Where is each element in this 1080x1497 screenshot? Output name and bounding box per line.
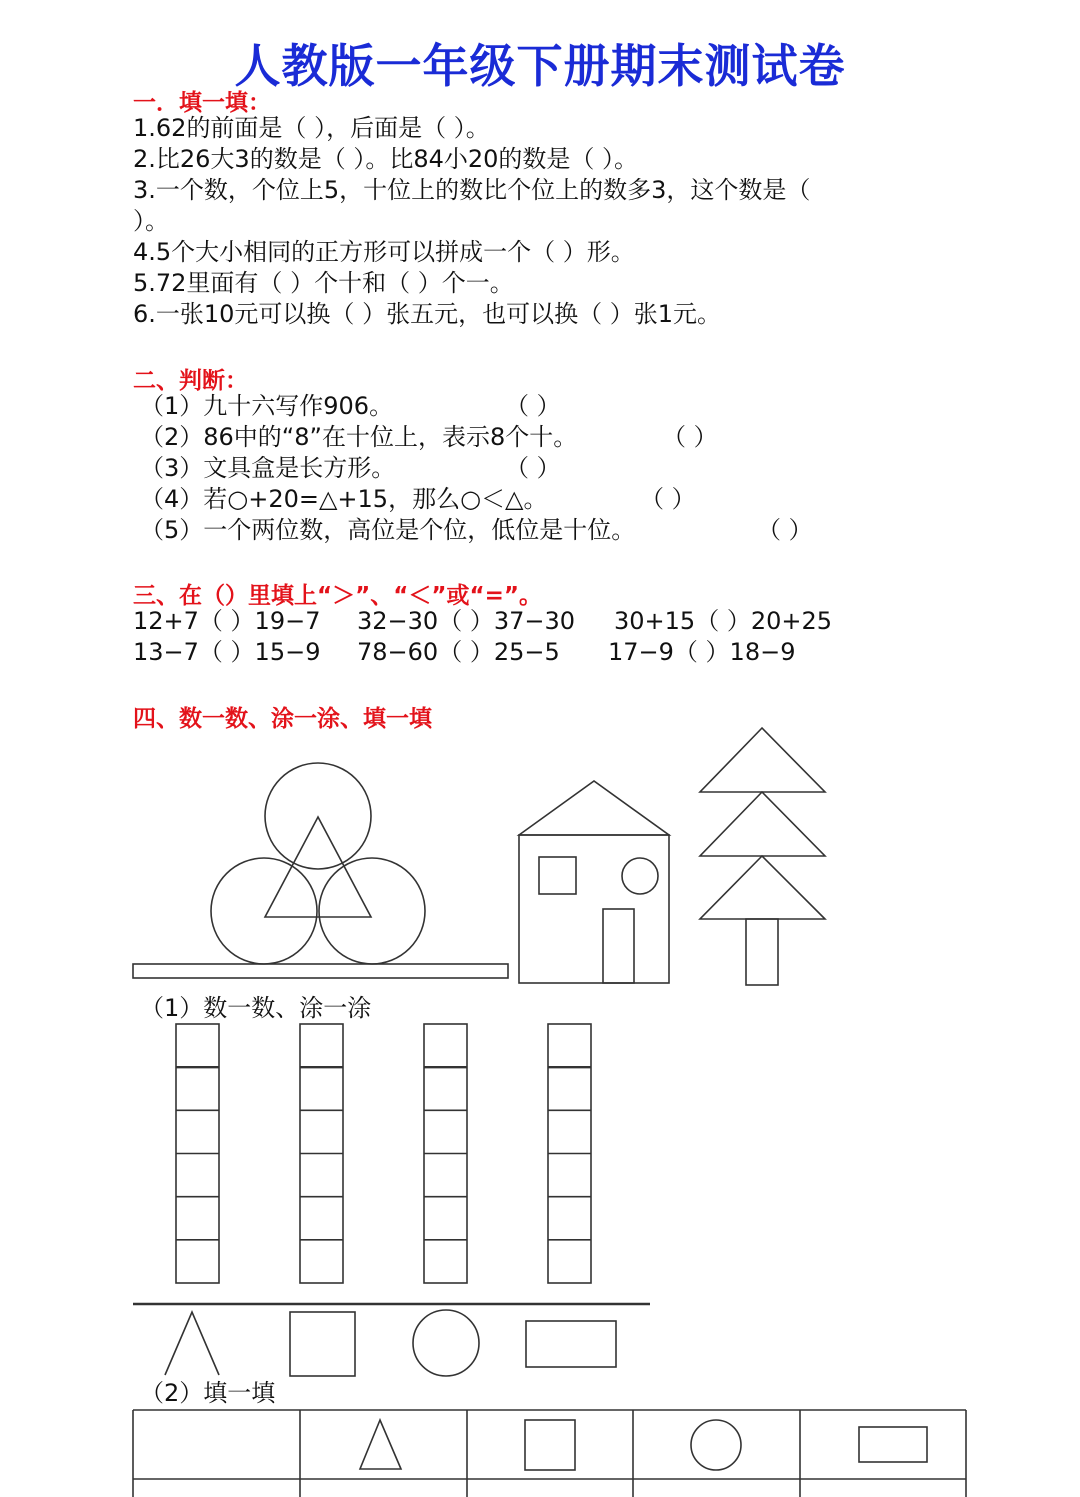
circles-figure [133,763,508,978]
legend-circle [413,1310,479,1376]
judge-item-1: （1）九十六写作906。 [140,392,394,420]
tree-triangle-top [700,728,825,792]
counting-bars [176,1024,591,1283]
section4-sub2: （2）填一填 [140,1379,276,1407]
base-board [133,964,508,978]
section2-heading: 二、判断： [133,368,248,394]
judge-bracket-5: （ ） [757,516,813,544]
legend-shapes [165,1310,616,1376]
table-circle [691,1420,741,1470]
judge-bracket-3: （ ） [505,454,561,482]
legend-triangle [165,1312,219,1375]
s1-item-4: 4.5个大小相同的正方形可以拼成一个（ ）形。 [133,238,635,266]
compare-2-1: 13−7（ ）15−9 [133,638,321,666]
tree-triangle-middle [700,792,825,856]
tree-trunk [746,919,778,985]
house-window-square [539,857,576,894]
legend-rectangle [526,1321,616,1367]
house-roof [519,781,669,835]
section4-sub1: （1）数一数、涂一涂 [140,994,372,1022]
section1-heading: 一．填一填： [133,90,271,116]
s1-item-1: 1.62的前面是（ ），后面是（ ）。 [133,114,490,142]
s1-item-3-cont: ）。 [133,207,169,235]
compare-2-2: 78−60（ ）25−5 [357,638,560,666]
judge-bracket-1: （ ） [505,392,561,420]
s1-item-3: 3.一个数，个位上5，十位上的数比个位上的数多3，这个数是（ [133,176,811,204]
s1-item-2: 2.比26大3的数是（ ）。比84小20的数是（ ）。 [133,145,639,173]
judge-item-3: （3）文具盒是长方形。 [140,454,396,482]
legend-square [290,1312,355,1376]
tree-triangle-bottom [700,856,825,919]
judge-item-2: （2）86中的“8”在十位上，表示8个十。 [140,423,578,451]
compare-1-3: 30+15（ ）20+25 [614,607,833,635]
s1-item-5: 5.72里面有（ ）个十和（ ）个一。 [133,269,514,297]
s1-item-6: 6.一张10元可以换（ ）张五元，也可以换（ ）张1元。 [133,300,721,328]
tree-figure [700,728,825,985]
table-rectangle [859,1427,927,1462]
section3-heading: 三、在（）里填上“＞”、“＜”或“=”。 [133,583,542,609]
judge-item-5: （5）一个两位数，高位是个位，低位是十位。 [140,516,636,544]
compare-2-3: 17−9（ ）18−9 [608,638,796,666]
house-door [603,909,634,983]
table-square [525,1420,575,1470]
house-figure [519,781,669,983]
right-circle [319,858,425,964]
count-table [133,1410,966,1497]
table-triangle [360,1420,401,1469]
judge-bracket-4: （ ） [640,485,696,513]
section4-heading: 四、数一数、涂一涂、填一填 [133,706,432,732]
house-window-circle [622,858,658,894]
judge-item-4: （4）若○+20=△+15，那么○＜△。 [140,485,548,513]
compare-1-1: 12+7（ ）19−7 [133,607,321,635]
compare-1-2: 32−30（ ）37−30 [357,607,576,635]
page-title: 人教版一年级下册期末测试卷 [234,39,846,93]
judge-bracket-2: （ ） [662,423,718,451]
center-triangle [265,817,371,917]
left-circle [211,858,317,964]
